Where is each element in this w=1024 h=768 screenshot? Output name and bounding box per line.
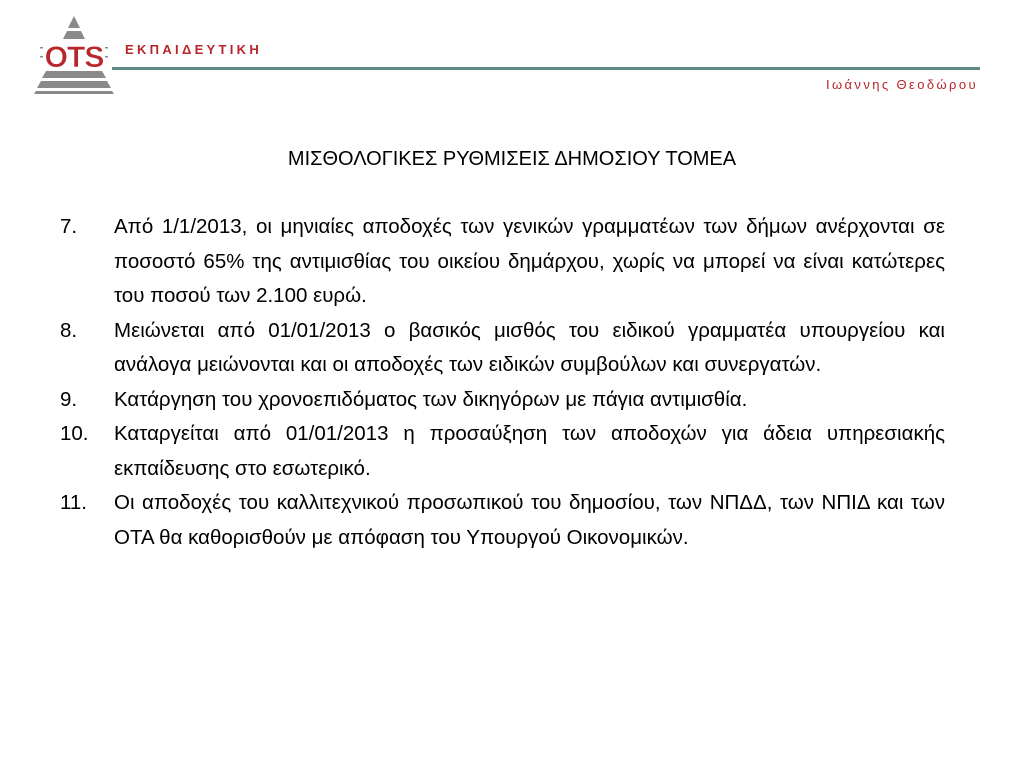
list-item (60, 417, 945, 486)
list-item-number: 9. (60, 387, 78, 411)
list-item-number: 10. (60, 422, 89, 445)
header-divider (112, 67, 980, 70)
author-name: Ιωάννης Θεοδώρου (825, 77, 978, 92)
logo-text: OTS (44, 41, 104, 74)
list-item-number: 7. (60, 215, 78, 238)
ots-logo (28, 14, 120, 94)
list-item-text: Οι αποδοχές του καλλιτεχνικού προσωπικού του δημοσίου, των ΝΠΔΔ, των ΝΠΙΔ και των ΟΤΑ θα καθορισθούν με απόφαση του Υπουργού Οικονομικών. (114, 491, 945, 549)
list-item-text: Μειώνεται από 01/01/2013 ο βασικός μισθός του ειδικού γραμματέα υπουργείου και ανάλογα μειώνονται και οι αποδοχές των ειδικών συμβούλων και συνεργατών. (114, 318, 945, 376)
slide-title: ΜΙΣΘΟΛΟΓΙΚΕΣ ΡΥΘΜΙΣΕΙΣ ΔΗΜΟΣΙΟΥ ΤΟΜΕΑ (287, 148, 737, 170)
brand-label: ΕΚΠΑΙΔΕΥΤΙΚΗ (125, 42, 263, 57)
list-item-text: Από 1/1/2013, οι μηνιαίες αποδοχές των γενικών γραμματέων των δήμων ανέρχονται σε ποσοστό 65% της αντιμισθίας του οικείου δημάρχου, χωρίς να μπορεί να είναι κατώτερες του ποσού των 2.100 ευρώ. (114, 215, 945, 307)
list-item-number: 11. (60, 491, 87, 514)
list-item (60, 383, 945, 418)
list-item (60, 210, 945, 314)
list-item (60, 486, 945, 555)
list-item (60, 314, 945, 383)
numbered-list (60, 210, 945, 555)
list-item-text: Κατάργηση του χρονοεπιδόματος των δικηγόρων με πάγια αντιμισθία. (114, 387, 748, 411)
list-item-number: 8. (60, 318, 78, 342)
list-item-text: Καταργείται από 01/01/2013 η προσαύξηση των αποδοχών για άδεια υπηρεσιακής εκπαίδευσης στο εσωτερικό. (114, 422, 945, 480)
